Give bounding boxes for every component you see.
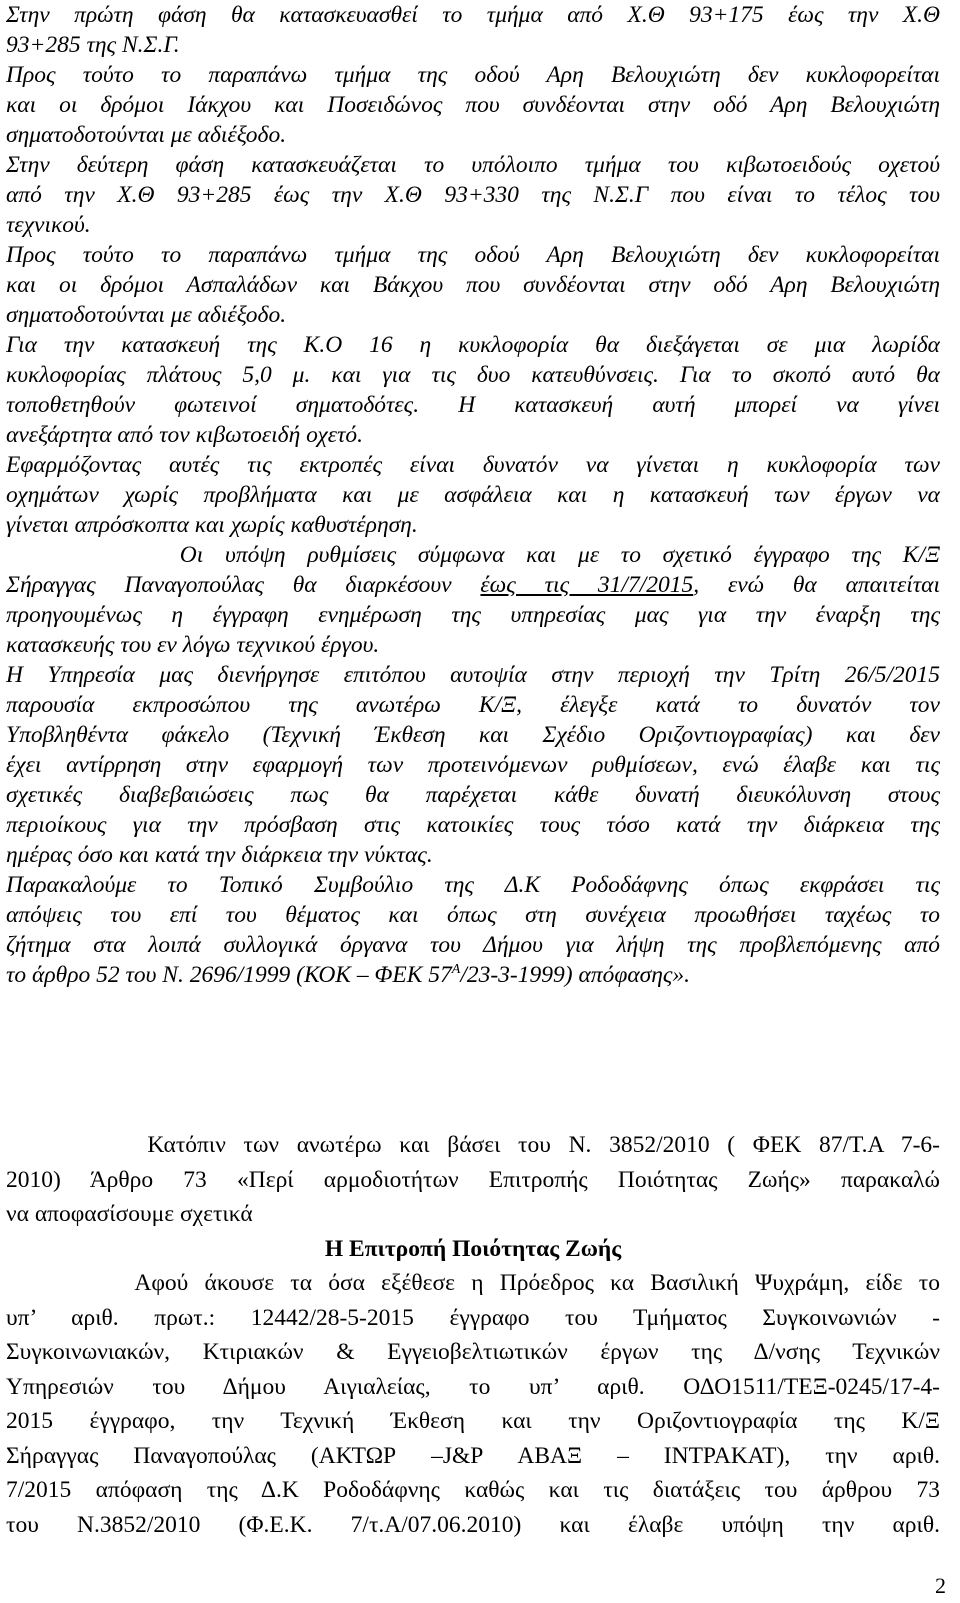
page-number: 2 (935, 1573, 946, 1598)
text-line: Προς τούτο το παραπάνω τμήμα της οδού Αρη Βελουχιώτη δεν κυκλοφορείται (6, 242, 940, 268)
text-line: 7/2015 απόφαση της Δ.Κ Ροδοδάφνης καθώς και τις διατάξεις του άρθρου 73 (6, 1477, 940, 1503)
text-line: υπ’ αριθ. πρωτ.: 12442/28-5-2015 έγγραφο του Τμήματος Συγκοινωνιών - (6, 1304, 940, 1331)
text-line: περιοίκους για την πρόσβαση στις κατοικίες τους τόσο κατά την διάρκεια της (6, 812, 940, 838)
line-segment: Σήραγγας Παναγοπούλας θα διαρκέσουν (6, 572, 481, 598)
text-line: Στην πρώτη φάση θα κατασκευασθεί το τμήμα από Χ.Θ 93+175 έως την Χ.Θ (6, 2, 940, 28)
text-line: να αποφασίσουμε σχετικά (6, 1201, 253, 1227)
text-line: προηγουμένως η έγγραφη ενημέρωση της υπηρεσίας μας για την έναρξη της (6, 602, 940, 628)
line-segment: , ενώ θα απαιτείται (693, 572, 940, 598)
text-line: γίνεται απρόσκοπτα και χωρίς καθυστέρηση. (6, 512, 418, 538)
text-line: και οι δρόμοι Ιάκχου και Ποσειδώνος που συνδέονται στην οδό Αρη Βελουχιώτη (6, 92, 940, 118)
text-line: κυκλοφορίας πλάτους 5,0 μ. και για τις δυο κατευθύνσεις. Για το σκοπό αυτό θα (6, 362, 940, 388)
text-line: ημέρας όσο και κατά την διάρκεια την νύκτας. (6, 842, 433, 868)
text-line: σηματοδοτούνται με αδιέξοδο. (6, 302, 287, 328)
law-reference-line (6, 960, 940, 990)
italic-section (6, 0, 940, 990)
text-line: ζήτημα στα λοιπά συλλογικά όργανα του Δήμου για λήψη της προβλεπόμενης από (6, 932, 940, 958)
text-line: Υπηρεσιών του Δήμου Αιγιαλείας, το υπ’ αριθ. ΟΔΟ1511/ΤΕΞ-0245/17-4- (6, 1373, 940, 1400)
text-line: του Ν.3852/2010 (Φ.Ε.Κ. 7/τ.Α/07.06.2010) και έλαβε υπόψη την αριθ. (6, 1511, 940, 1538)
text-line: Συγκοινωνιακών, Κτιριακών & Εγγειοβελτιωτικών έργων της Δ/νσης Τεχνικών (6, 1339, 940, 1365)
text-line: Εφαρμόζοντας αυτές τις εκτροπές είναι δυνατόν να γίνεται η κυκλοφορία των (6, 452, 940, 478)
text-line: κατασκευής του εν λόγω τεχνικού έργου. (6, 632, 380, 658)
superscript: Α (451, 962, 461, 977)
text-line: 2010) Άρθρο 73 «Περί αρμοδιοτήτων Επιτροπής Ποιότητας Ζωής» παρακαλώ (6, 1166, 940, 1193)
text-line: έχει αντίρρηση στην εφαρμογή των προτεινόμενων ρυθμίσεων, ενώ έλαβε και τις (6, 752, 940, 778)
text-line: τεχνικού. (6, 212, 91, 238)
text-line: Προς τούτο το παραπάνω τμήμα της οδού Αρη Βελουχιώτη δεν κυκλοφορείται (6, 62, 940, 88)
deadline-date: έως τις 31/7/2015 (480, 572, 694, 598)
text-line: σηματοδοτούνται με αδιέξοδο. (6, 122, 287, 148)
text-line: παρουσία εκπροσώπου της ανωτέρω Κ/Ξ, έλεγξε κατά το δυνατόν τον (6, 692, 940, 718)
text-line: Υποβληθέντα φάκελο (Τεχνική Έκθεση και Σχέδιο Οριζοντιογραφίας) και δεν (6, 722, 940, 748)
committee-heading: Η Επιτροπή Ποιότητας Ζωής (324, 1235, 622, 1262)
text-line: Παρακαλούμε το Τοπικό Συμβούλιο της Δ.Κ Ροδοδάφνης όπως εκφράσει τις (6, 872, 940, 898)
line-segment: /23-3-1999) απόφασης». (460, 962, 691, 988)
text-line: ανεξάρτητα από τον κιβωτοειδή οχετό. (6, 422, 364, 448)
text-line: από την Χ.Θ 93+285 έως την Χ.Θ 93+330 της Ν.Σ.Γ που είναι το τέλος του (6, 182, 940, 208)
decision-section (6, 1128, 940, 1542)
underlined-date-line (6, 570, 940, 600)
line-segment: το άρθρο 52 του Ν. 2696/1999 (ΚΟΚ – ΦΕΚ 57 (6, 962, 452, 988)
text-line: Οι υπόψη ρυθμίσεις σύμφωνα και με το σχετικό έγγραφο της Κ/Ξ (6, 542, 940, 568)
text-line: Αφού άκουσε τα όσα εξέθεσε η Πρόεδρος κα Βασιλική Ψυχράμη, είδε το (6, 1270, 940, 1296)
text-line: Για την κατασκευή της Κ.Ο 16 η κυκλοφορία θα διεξάγεται σε μια λωρίδα (6, 332, 940, 358)
text-line: και οι δρόμοι Ασπαλάδων και Βάκχου που συνδέονται στην οδό Αρη Βελουχιώτη (6, 272, 940, 298)
text-line: σχετικές διαβεβαιώσεις πως θα παρέχεται κάθε δυνατή διευκόλυνση στους (6, 782, 940, 808)
text-line: 2015 έγγραφο, την Τεχνική Έκθεση και την Οριζοντιογραφία της Κ/Ξ (6, 1408, 940, 1434)
text-line: Στην δεύτερη φάση κατασκευάζεται το υπόλοιπο τμήμα του κιβωτοειδούς οχετού (6, 152, 940, 178)
text-line: οχημάτων χωρίς προβλήματα και με ασφάλεια και η κατασκευή των έργων να (6, 482, 940, 508)
text-line: 93+285 της Ν.Σ.Γ. (6, 32, 180, 58)
text-line: απόψεις του επί του θέματος και όπως στη συνέχεια προωθήσει ταχέως το (6, 902, 940, 928)
text-line: τοποθετηθούν φωτεινοί σηματοδότες. Η κατασκευή αυτή μπορεί να γίνει (6, 392, 940, 418)
text-line: Σήραγγας Παναγοπούλας (ΑΚΤΩΡ –J&P ΑΒΑΞ – ΙΝΤΡΑΚΑΤ), την αριθ. (6, 1442, 940, 1469)
text-line: Η Υπηρεσία μας διενήργησε επιτόπου αυτοψία στην περιοχή την Τρίτη 26/5/2015 (6, 662, 940, 688)
text-line: Κατόπιν των ανωτέρω και βάσει του Ν. 3852/2010 ( ΦΕΚ 87/Τ.Α 7-6- (6, 1132, 940, 1158)
